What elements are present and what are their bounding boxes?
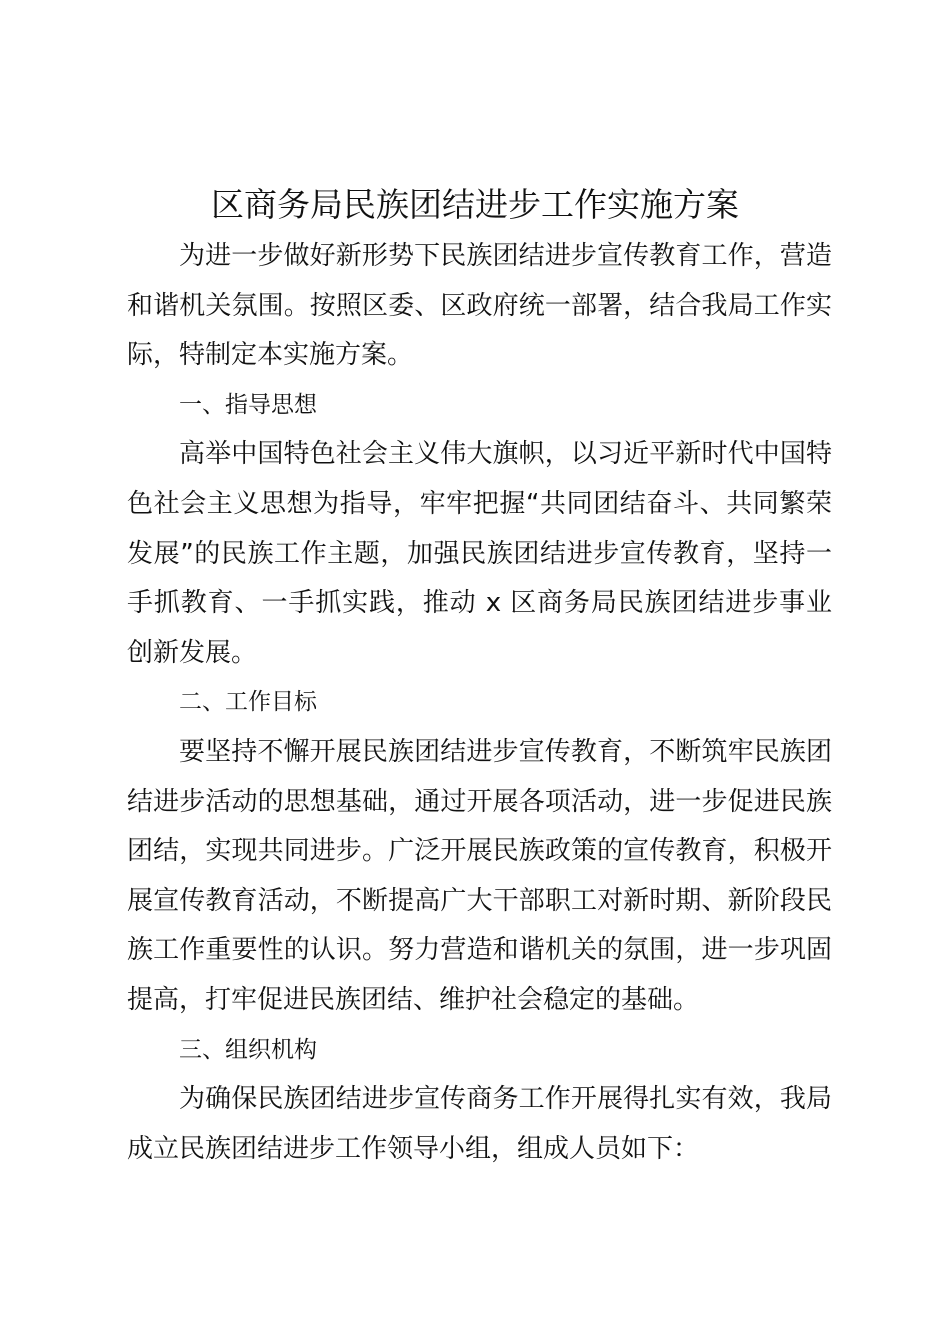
section-heading-guiding-ideology: 一、指导思想 (179, 391, 317, 418)
section-heading-organization: 三、组织机构 (179, 1036, 317, 1063)
document-title: 区商务局民族团结进步工作实施方案 (211, 185, 739, 224)
section-paragraph-guiding-ideology: 高举中国特色社会主义伟大旗帜，以习近平新时代中国特色社会主义思想为指导，牢牢把握“共同团结奋斗、共同繁荣发展”的民族工作主题，加强民族团结进步宣传教育，坚持一手抓教育、一手抓实践，推动 x 区商务局民族团结进步事业创新发展。 (127, 439, 832, 668)
section-heading-work-goals: 二、工作目标 (179, 689, 317, 716)
document-body (127, 232, 832, 1174)
intro-paragraph: 为进一步做好新形势下民族团结进步宣传教育工作，营造和谐机关氛围。按照区委、区政府统一部署，结合我局工作实际，特制定本实施方案。 (127, 241, 832, 371)
section-paragraph-organization: 为确保民族团结进步宣传商务工作开展得扎实有效，我局成立民族团结进步工作领导小组，组成人员如下： (127, 1084, 832, 1164)
section-paragraph-work-goals: 要坚持不懈开展民族团结进步宣传教育，不断筑牢民族团结进步活动的思想基础，通过开展各项活动，进一步促进民族团结，实现共同进步。广泛开展民族政策的宣传教育，积极开展宣传教育活动，不断提高广大干部职工对新时期、新阶段民族工作重要性的认识。努力营造和谐机关的氛围，进一步巩固提高，打牢促进民族团结、维护社会稳定的基础。 (127, 736, 832, 1015)
